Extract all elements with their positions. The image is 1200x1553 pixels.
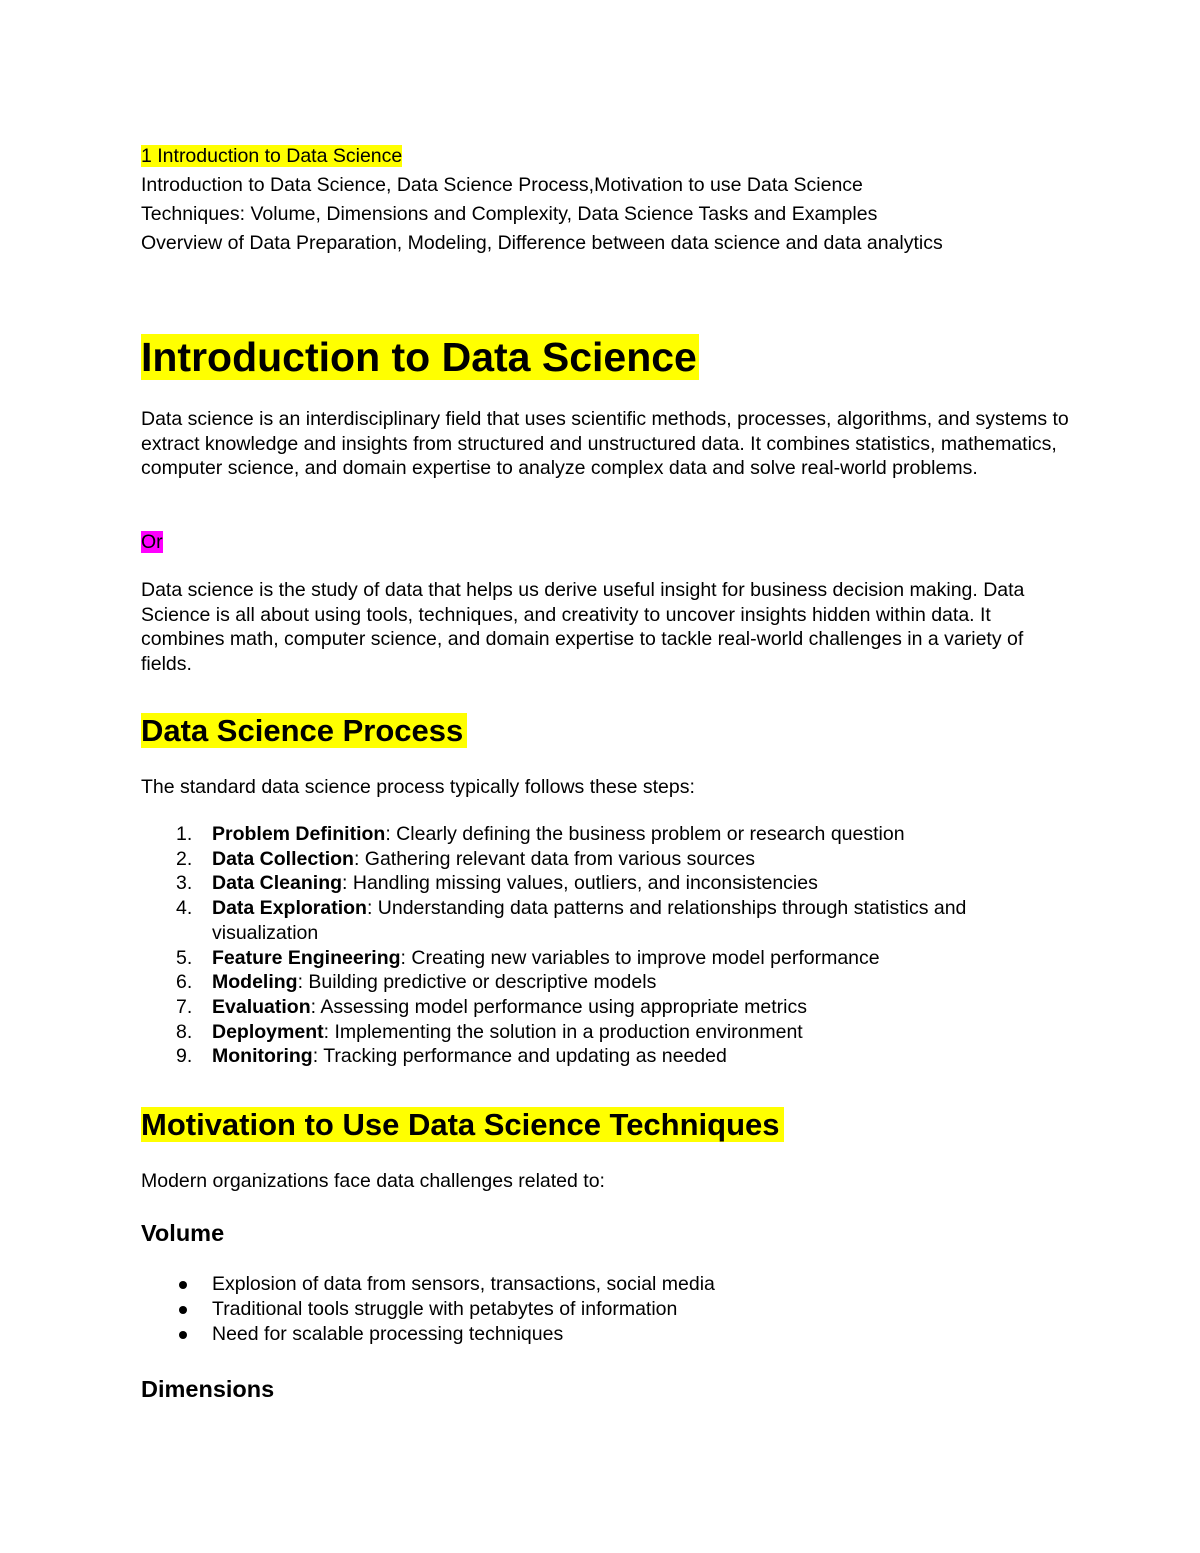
- step-number: 6.: [176, 971, 193, 994]
- process-intro: The standard data science process typically follows these steps:: [141, 776, 695, 798]
- step-term: Problem Definition: [212, 823, 386, 845]
- bullet-dot-icon: [179, 1306, 187, 1314]
- step-term: Modeling: [212, 971, 298, 994]
- process-step-item: [141, 946, 1071, 971]
- step-number: 1.: [176, 823, 193, 845]
- or-label: Or: [141, 531, 163, 553]
- step-term: Data Exploration: [212, 897, 367, 920]
- intro-heading: Introduction to Data Science: [141, 334, 697, 380]
- step-number: 2.: [176, 847, 193, 870]
- step-number: 3.: [176, 872, 193, 895]
- bullet-dot-icon: [179, 1281, 187, 1289]
- process-step-item: [141, 896, 1071, 945]
- step-description: : Building predictive or descriptive models: [297, 971, 657, 994]
- volume-bullet-item: [141, 1297, 715, 1322]
- step-description: : Understanding data patterns and relationships through statistics and visualization: [212, 897, 967, 944]
- bullet-text: Explosion of data from sensors, transactions, social media: [212, 1273, 715, 1295]
- intro-paragraph-2: Data science is the study of data that helps us derive useful insight for business decision making. Data Science is all about using tools, techniques, and creativity to uncover insights hidden within data. It combines math, computer science, and domain expertise to tackle real-world challenges in a variety of fields.: [141, 579, 1025, 676]
- bullet-text: Traditional tools struggle with petabytes of information: [212, 1298, 678, 1320]
- step-number: 7.: [176, 995, 193, 1018]
- step-term: Monitoring: [212, 1045, 313, 1068]
- bullet-text: Need for scalable processing techniques: [212, 1323, 564, 1345]
- step-description: : Creating new variables to improve model performance: [400, 946, 880, 969]
- process-heading: Data Science Process: [141, 711, 467, 751]
- process-step-item: [141, 1020, 1071, 1045]
- syllabus-block: [141, 142, 943, 258]
- process-step-item: [141, 847, 1071, 872]
- volume-heading: Volume: [141, 1220, 225, 1246]
- step-number: 9.: [176, 1045, 193, 1068]
- process-step-item: [141, 970, 1071, 995]
- motivation-intro: Modern organizations face data challenges related to:: [141, 1170, 605, 1192]
- step-term: Deployment: [212, 1020, 324, 1043]
- step-description: : Assessing model performance using appropriate metrics: [310, 995, 808, 1018]
- step-description: : Handling missing values, outliers, and inconsistencies: [342, 872, 818, 895]
- process-steps-list: [141, 822, 1071, 1069]
- syllabus-title: 1 Introduction to Data Science: [141, 145, 403, 167]
- bullet-dot-icon: [179, 1331, 187, 1339]
- process-step-item: [141, 995, 1071, 1020]
- step-term: Evaluation: [212, 995, 311, 1018]
- step-description: : Tracking performance and updating as needed: [312, 1045, 727, 1068]
- process-step-item: [141, 822, 1071, 847]
- step-term: Feature Engineering: [212, 946, 401, 969]
- motivation-heading: Motivation to Use Data Science Techniques: [141, 1105, 784, 1145]
- step-description: : Clearly defining the business problem or research question: [385, 823, 905, 845]
- volume-bullet-item: [141, 1322, 715, 1347]
- dimensions-heading: Dimensions: [141, 1376, 275, 1402]
- syllabus-line: Introduction to Data Science, Data Science Process,Motivation to use Data Science: [141, 174, 863, 196]
- volume-bullet-item: [141, 1272, 715, 1297]
- step-number: 8.: [176, 1020, 193, 1043]
- process-step-item: [141, 871, 1071, 896]
- step-term: Data Cleaning: [212, 872, 343, 895]
- step-number: 4.: [176, 897, 193, 920]
- syllabus-line: Techniques: Volume, Dimensions and Complexity, Data Science Tasks and Examples: [141, 203, 878, 225]
- step-term: Data Collection: [212, 847, 354, 870]
- step-description: : Gathering relevant data from various sources: [353, 847, 755, 870]
- step-number: 5.: [176, 946, 193, 969]
- syllabus-line: Overview of Data Preparation, Modeling, Difference between data science and data analytics: [141, 232, 943, 254]
- step-description: : Implementing the solution in a production environment: [323, 1020, 803, 1043]
- intro-paragraph-1: Data science is an interdisciplinary field that uses scientific methods, processes, algorithms, and systems to extract knowledge and insights from structured and unstructured data. It combines statistics, mathematics, computer science, and domain expertise to analyze complex data and solve real-world problems.: [141, 408, 1069, 480]
- process-step-item: [141, 1044, 1071, 1069]
- volume-bullet-list: [141, 1272, 715, 1347]
